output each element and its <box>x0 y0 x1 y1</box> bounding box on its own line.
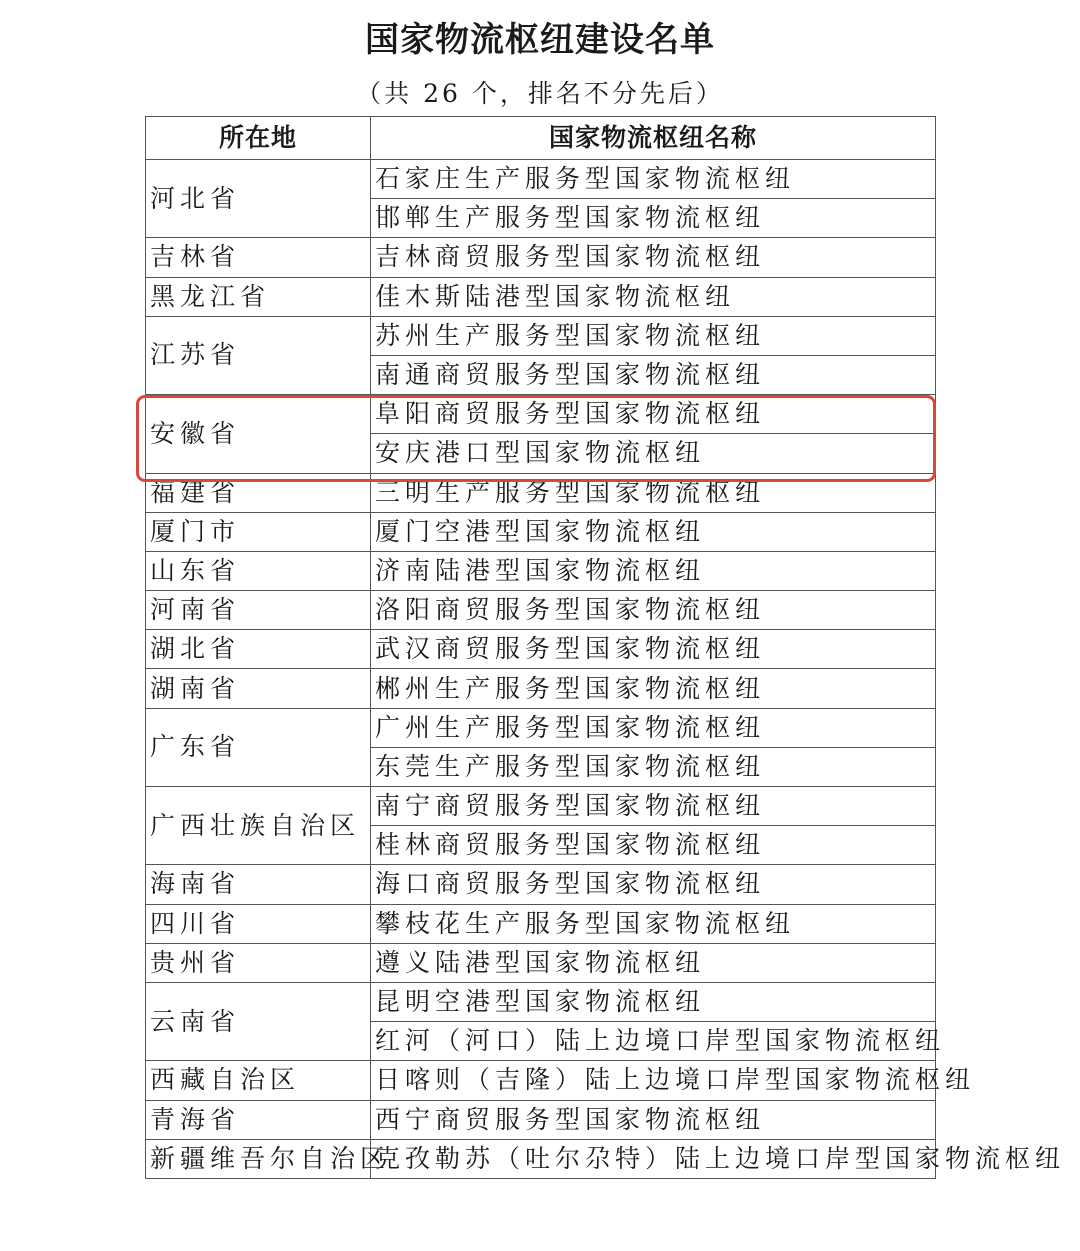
hub-cell: 武汉商贸服务型国家物流枢纽 <box>371 630 936 669</box>
column-header-hub-name: 国家物流枢纽名称 <box>371 117 936 160</box>
hub-cell: 攀枝花生产服务型国家物流枢纽 <box>371 904 936 943</box>
location-cell: 河北省 <box>146 160 371 238</box>
location-cell: 厦门市 <box>146 512 371 551</box>
hub-cell: 遵义陆港型国家物流枢纽 <box>371 943 936 982</box>
location-cell: 吉林省 <box>146 238 371 277</box>
hub-cell: 郴州生产服务型国家物流枢纽 <box>371 669 936 708</box>
hub-cell: 广州生产服务型国家物流枢纽 <box>371 708 936 747</box>
table-row <box>146 904 936 943</box>
location-cell: 广西壮族自治区 <box>146 787 371 865</box>
location-cell: 湖南省 <box>146 669 371 708</box>
location-cell: 新疆维吾尔自治区 <box>146 1139 371 1178</box>
table-row <box>146 277 936 316</box>
table-row <box>146 943 936 982</box>
page-title: 国家物流枢纽建设名单 <box>365 20 715 60</box>
hub-cell: 昆明空港型国家物流枢纽 <box>371 982 936 1021</box>
hub-cell: 洛阳商贸服务型国家物流枢纽 <box>371 591 936 630</box>
table-row <box>146 669 936 708</box>
hub-cell: 桂林商贸服务型国家物流枢纽 <box>371 826 936 865</box>
table-row <box>146 160 936 199</box>
hub-cell: 克孜勒苏（吐尔尕特）陆上边境口岸型国家物流枢纽 <box>371 1139 936 1178</box>
hub-cell: 南通商贸服务型国家物流枢纽 <box>371 355 936 394</box>
location-cell: 海南省 <box>146 865 371 904</box>
location-cell: 云南省 <box>146 982 371 1060</box>
hub-cell: 厦门空港型国家物流枢纽 <box>371 512 936 551</box>
location-cell: 黑龙江省 <box>146 277 371 316</box>
hub-cell: 红河（河口）陆上边境口岸型国家物流枢纽 <box>371 1022 936 1061</box>
location-cell: 安徽省 <box>146 395 371 473</box>
location-cell: 青海省 <box>146 1100 371 1139</box>
page-subtitle: （共 26 个，排名不分先后） <box>356 79 724 108</box>
table-header-row <box>146 117 936 160</box>
hub-cell: 南宁商贸服务型国家物流枢纽 <box>371 787 936 826</box>
table-row <box>146 238 936 277</box>
hub-cell: 海口商贸服务型国家物流枢纽 <box>371 865 936 904</box>
hub-cell: 苏州生产服务型国家物流枢纽 <box>371 316 936 355</box>
table-row-highlighted <box>146 395 936 434</box>
table-row <box>146 982 936 1021</box>
hub-cell: 吉林商贸服务型国家物流枢纽 <box>371 238 936 277</box>
hub-cell: 济南陆港型国家物流枢纽 <box>371 551 936 590</box>
location-cell: 广东省 <box>146 708 371 786</box>
location-cell: 湖北省 <box>146 630 371 669</box>
hub-cell: 佳木斯陆港型国家物流枢纽 <box>371 277 936 316</box>
table-row <box>146 1061 936 1100</box>
table-row <box>146 630 936 669</box>
table-row <box>146 787 936 826</box>
hub-cell: 邯郸生产服务型国家物流枢纽 <box>371 199 936 238</box>
location-cell: 江苏省 <box>146 316 371 394</box>
table-row <box>146 1100 936 1139</box>
location-cell: 福建省 <box>146 473 371 512</box>
location-cell: 贵州省 <box>146 943 371 982</box>
hub-cell: 阜阳商贸服务型国家物流枢纽 <box>371 395 936 434</box>
table-row <box>146 473 936 512</box>
hub-cell: 石家庄生产服务型国家物流枢纽 <box>371 160 936 199</box>
table-row <box>146 708 936 747</box>
hub-cell: 西宁商贸服务型国家物流枢纽 <box>371 1100 936 1139</box>
hub-cell: 东莞生产服务型国家物流枢纽 <box>371 747 936 786</box>
table-row <box>146 551 936 590</box>
table-row <box>146 591 936 630</box>
table-row <box>146 316 936 355</box>
hub-cell: 安庆港口型国家物流枢纽 <box>371 434 936 473</box>
location-cell: 河南省 <box>146 591 371 630</box>
location-cell: 西藏自治区 <box>146 1061 371 1100</box>
location-cell: 山东省 <box>146 551 371 590</box>
location-cell: 四川省 <box>146 904 371 943</box>
table-row <box>146 1139 936 1178</box>
hub-list-table <box>145 116 1066 1179</box>
table-row <box>146 512 936 551</box>
hub-cell: 日喀则（吉隆）陆上边境口岸型国家物流枢纽 <box>371 1061 936 1100</box>
column-header-location: 所在地 <box>146 117 371 160</box>
hub-cell: 三明生产服务型国家物流枢纽 <box>371 473 936 512</box>
table-row <box>146 865 936 904</box>
